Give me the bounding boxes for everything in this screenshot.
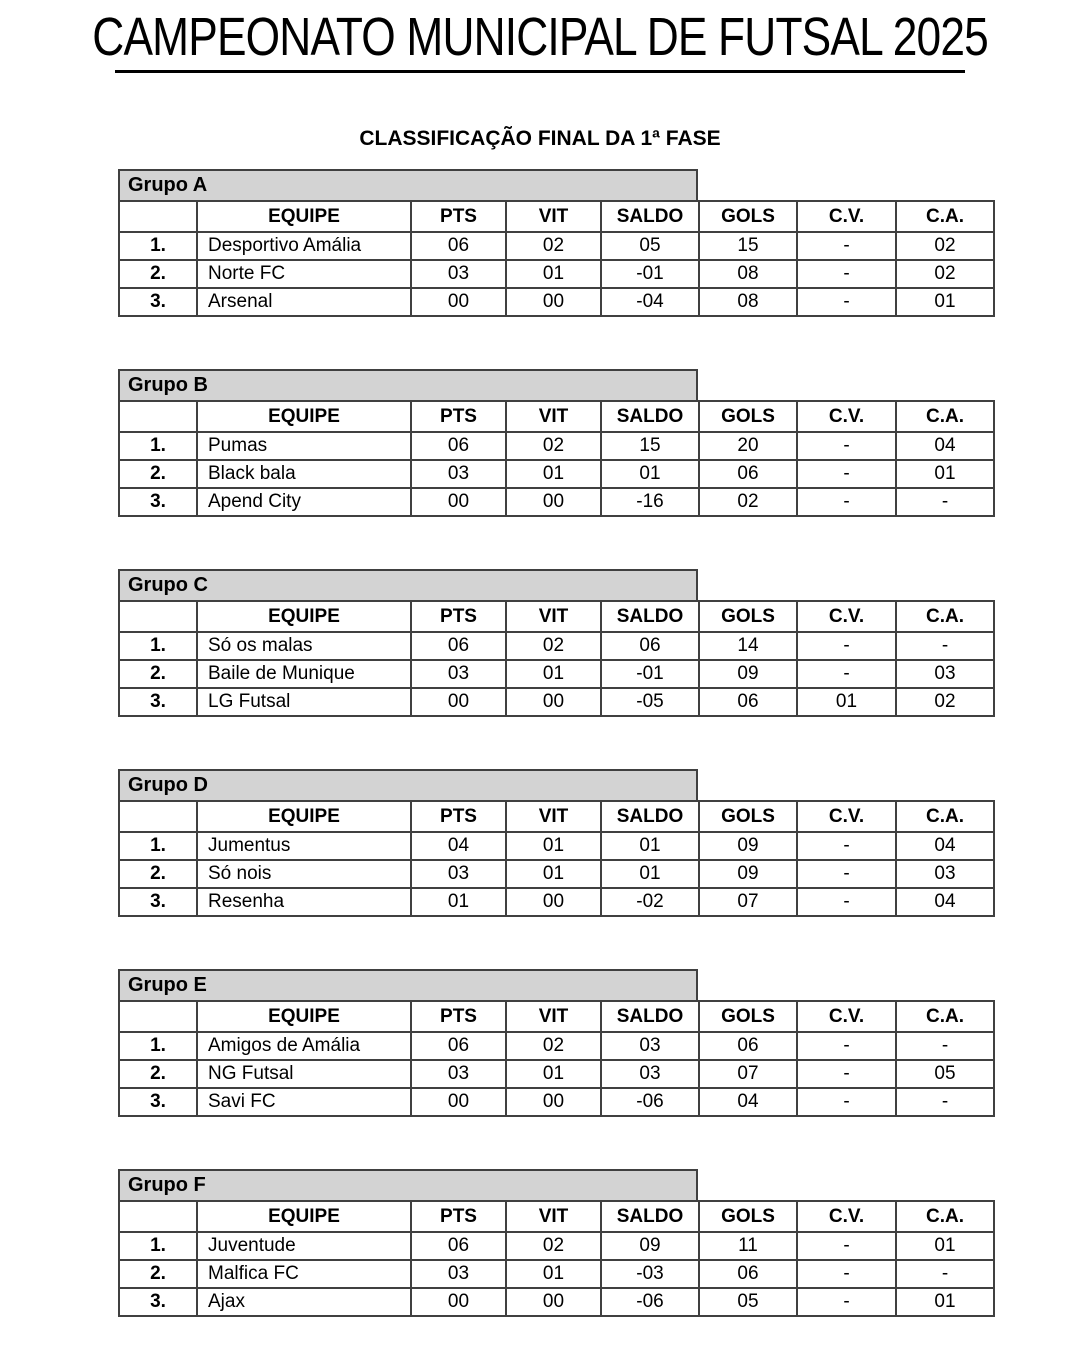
cell-cv: -	[797, 1232, 896, 1260]
cell-gols: 09	[699, 832, 797, 860]
column-header	[119, 401, 197, 432]
cell-saldo: 01	[601, 460, 699, 488]
cell-pts: 03	[411, 1260, 506, 1288]
cell-saldo: 06	[601, 632, 699, 660]
cell-gols: 06	[699, 1032, 797, 1060]
cell-saldo: -06	[601, 1088, 699, 1116]
team-row	[119, 860, 994, 888]
cell-cv: -	[797, 288, 896, 316]
header-row	[119, 1001, 994, 1032]
cell-vit: 01	[506, 832, 601, 860]
column-header: C.A.	[896, 601, 994, 632]
cell-ca: -	[896, 1088, 994, 1116]
cell-rank: 2.	[119, 1260, 197, 1288]
cell-ca: 02	[896, 260, 994, 288]
cell-saldo: 01	[601, 860, 699, 888]
team-row	[119, 1060, 994, 1088]
cell-rank: 1.	[119, 232, 197, 260]
cell-gols: 07	[699, 888, 797, 916]
cell-saldo: -16	[601, 488, 699, 516]
cell-ca: 04	[896, 888, 994, 916]
column-header: C.A.	[896, 801, 994, 832]
team-row	[119, 832, 994, 860]
cell-equipe: Resenha	[197, 888, 411, 916]
column-header: GOLS	[699, 1001, 797, 1032]
cell-gols: 14	[699, 632, 797, 660]
groups-container	[118, 169, 993, 1317]
team-row	[119, 1288, 994, 1316]
cell-equipe: Só nois	[197, 860, 411, 888]
cell-cv: -	[797, 860, 896, 888]
column-header: SALDO	[601, 1201, 699, 1232]
cell-rank: 3.	[119, 288, 197, 316]
cell-saldo: 09	[601, 1232, 699, 1260]
cell-gols: 09	[699, 660, 797, 688]
cell-equipe: Desportivo Amália	[197, 232, 411, 260]
team-row	[119, 660, 994, 688]
cell-cv: -	[797, 488, 896, 516]
cell-rank: 2.	[119, 860, 197, 888]
cell-saldo: -03	[601, 1260, 699, 1288]
cell-equipe: Só os malas	[197, 632, 411, 660]
cell-gols: 07	[699, 1060, 797, 1088]
group-block-a	[118, 169, 993, 317]
cell-equipe: Baile de Munique	[197, 660, 411, 688]
cell-rank: 3.	[119, 688, 197, 716]
cell-rank: 3.	[119, 488, 197, 516]
cell-ca: 01	[896, 460, 994, 488]
cell-rank: 3.	[119, 888, 197, 916]
column-header	[119, 801, 197, 832]
cell-pts: 00	[411, 488, 506, 516]
cell-ca: 01	[896, 1288, 994, 1316]
cell-equipe: Arsenal	[197, 288, 411, 316]
group-block-c	[118, 569, 993, 717]
column-header: VIT	[506, 1201, 601, 1232]
column-header: C.A.	[896, 1201, 994, 1232]
team-row	[119, 688, 994, 716]
cell-saldo: -06	[601, 1288, 699, 1316]
cell-saldo: -02	[601, 888, 699, 916]
cell-pts: 03	[411, 1060, 506, 1088]
cell-pts: 00	[411, 1288, 506, 1316]
document-header	[0, 8, 1080, 66]
column-header: PTS	[411, 1001, 506, 1032]
cell-cv: -	[797, 260, 896, 288]
column-header: VIT	[506, 1001, 601, 1032]
column-header: GOLS	[699, 601, 797, 632]
column-header: EQUIPE	[197, 201, 411, 232]
cell-rank: 1.	[119, 1232, 197, 1260]
team-row	[119, 232, 994, 260]
cell-cv: -	[797, 1032, 896, 1060]
cell-pts: 00	[411, 1088, 506, 1116]
group-title-bar: Grupo D	[118, 769, 698, 802]
column-header	[119, 1001, 197, 1032]
cell-pts: 06	[411, 632, 506, 660]
cell-ca: -	[896, 1032, 994, 1060]
standings-table	[118, 1200, 995, 1317]
column-header: PTS	[411, 801, 506, 832]
cell-gols: 06	[699, 460, 797, 488]
cell-cv: -	[797, 1260, 896, 1288]
cell-equipe: Ajax	[197, 1288, 411, 1316]
cell-gols: 11	[699, 1232, 797, 1260]
group-block-d	[118, 769, 993, 917]
cell-pts: 06	[411, 1032, 506, 1060]
team-row	[119, 632, 994, 660]
cell-ca: 05	[896, 1060, 994, 1088]
column-header: PTS	[411, 401, 506, 432]
column-header: GOLS	[699, 801, 797, 832]
cell-gols: 15	[699, 232, 797, 260]
cell-equipe: LG Futsal	[197, 688, 411, 716]
column-header: SALDO	[601, 601, 699, 632]
column-header: SALDO	[601, 801, 699, 832]
cell-cv: -	[797, 832, 896, 860]
cell-gols: 08	[699, 288, 797, 316]
cell-gols: 09	[699, 860, 797, 888]
cell-rank: 3.	[119, 1288, 197, 1316]
cell-ca: 01	[896, 288, 994, 316]
column-header: C.V.	[797, 401, 896, 432]
header-row	[119, 201, 994, 232]
column-header: VIT	[506, 601, 601, 632]
cell-vit: 02	[506, 1032, 601, 1060]
group-title-bar: Grupo C	[118, 569, 698, 602]
cell-cv: -	[797, 1060, 896, 1088]
cell-equipe: NG Futsal	[197, 1060, 411, 1088]
cell-equipe: Norte FC	[197, 260, 411, 288]
cell-saldo: 01	[601, 832, 699, 860]
cell-saldo: 15	[601, 432, 699, 460]
cell-gols: 08	[699, 260, 797, 288]
cell-cv: -	[797, 232, 896, 260]
group-block-b	[118, 369, 993, 517]
column-header: C.A.	[896, 201, 994, 232]
cell-saldo: -05	[601, 688, 699, 716]
cell-vit: 00	[506, 688, 601, 716]
cell-gols: 05	[699, 1288, 797, 1316]
cell-vit: 00	[506, 288, 601, 316]
cell-cv: -	[797, 632, 896, 660]
cell-cv: -	[797, 888, 896, 916]
cell-saldo: -01	[601, 660, 699, 688]
cell-gols: 06	[699, 688, 797, 716]
cell-vit: 02	[506, 1232, 601, 1260]
team-row	[119, 288, 994, 316]
cell-saldo: -01	[601, 260, 699, 288]
group-title-bar: Grupo B	[118, 369, 698, 402]
group-title-bar: Grupo E	[118, 969, 698, 1002]
cell-cv: -	[797, 432, 896, 460]
title-underline	[115, 70, 965, 73]
cell-vit: 01	[506, 860, 601, 888]
header-row	[119, 401, 994, 432]
cell-rank: 1.	[119, 1032, 197, 1060]
column-header: GOLS	[699, 201, 797, 232]
column-header: C.V.	[797, 1201, 896, 1232]
cell-pts: 04	[411, 832, 506, 860]
section-subtitle: CLASSIFICAÇÃO FINAL DA 1ª FASE	[359, 127, 721, 150]
team-row	[119, 1032, 994, 1060]
cell-ca: 01	[896, 1232, 994, 1260]
column-header: EQUIPE	[197, 1001, 411, 1032]
team-row	[119, 1088, 994, 1116]
header-row	[119, 601, 994, 632]
cell-vit: 00	[506, 488, 601, 516]
column-header	[119, 201, 197, 232]
team-row	[119, 460, 994, 488]
column-header: VIT	[506, 201, 601, 232]
team-row	[119, 888, 994, 916]
cell-pts: 00	[411, 688, 506, 716]
cell-equipe: Juventude	[197, 1232, 411, 1260]
team-row	[119, 1232, 994, 1260]
column-header: GOLS	[699, 401, 797, 432]
cell-pts: 03	[411, 460, 506, 488]
cell-vit: 01	[506, 260, 601, 288]
group-block-f	[118, 1169, 993, 1317]
group-title-bar: Grupo A	[118, 169, 698, 202]
cell-pts: 03	[411, 660, 506, 688]
cell-vit: 01	[506, 1260, 601, 1288]
cell-rank: 2.	[119, 460, 197, 488]
cell-equipe: Jumentus	[197, 832, 411, 860]
column-header: SALDO	[601, 1001, 699, 1032]
cell-ca: 04	[896, 432, 994, 460]
cell-pts: 06	[411, 232, 506, 260]
cell-rank: 2.	[119, 260, 197, 288]
column-header: GOLS	[699, 1201, 797, 1232]
cell-vit: 00	[506, 1288, 601, 1316]
cell-vit: 01	[506, 460, 601, 488]
standings-table	[118, 1000, 995, 1117]
column-header: VIT	[506, 801, 601, 832]
cell-pts: 01	[411, 888, 506, 916]
cell-saldo: -04	[601, 288, 699, 316]
column-header: C.V.	[797, 801, 896, 832]
standings-table	[118, 400, 995, 517]
column-header: PTS	[411, 1201, 506, 1232]
cell-equipe: Apend City	[197, 488, 411, 516]
cell-gols: 06	[699, 1260, 797, 1288]
column-header: VIT	[506, 401, 601, 432]
cell-ca: 04	[896, 832, 994, 860]
column-header: EQUIPE	[197, 1201, 411, 1232]
column-header: SALDO	[601, 201, 699, 232]
cell-vit: 02	[506, 232, 601, 260]
cell-ca: 03	[896, 660, 994, 688]
cell-cv: -	[797, 1288, 896, 1316]
cell-ca: -	[896, 632, 994, 660]
cell-gols: 02	[699, 488, 797, 516]
cell-gols: 20	[699, 432, 797, 460]
column-header: C.V.	[797, 601, 896, 632]
column-header: PTS	[411, 601, 506, 632]
cell-rank: 1.	[119, 432, 197, 460]
cell-ca: -	[896, 488, 994, 516]
cell-vit: 02	[506, 632, 601, 660]
cell-pts: 06	[411, 1232, 506, 1260]
team-row	[119, 260, 994, 288]
cell-equipe: Amigos de Amália	[197, 1032, 411, 1060]
column-header: PTS	[411, 201, 506, 232]
cell-pts: 00	[411, 288, 506, 316]
column-header: EQUIPE	[197, 801, 411, 832]
cell-rank: 3.	[119, 1088, 197, 1116]
cell-equipe: Malfica FC	[197, 1260, 411, 1288]
cell-pts: 06	[411, 432, 506, 460]
cell-equipe: Pumas	[197, 432, 411, 460]
cell-equipe: Savi FC	[197, 1088, 411, 1116]
team-row	[119, 432, 994, 460]
cell-rank: 2.	[119, 660, 197, 688]
column-header	[119, 601, 197, 632]
column-header: C.A.	[896, 1001, 994, 1032]
column-header: C.A.	[896, 401, 994, 432]
cell-equipe: Black bala	[197, 460, 411, 488]
team-row	[119, 1260, 994, 1288]
group-block-e	[118, 969, 993, 1117]
standings-table	[118, 200, 995, 317]
column-header: SALDO	[601, 401, 699, 432]
cell-rank: 1.	[119, 632, 197, 660]
cell-saldo: 03	[601, 1032, 699, 1060]
header-row	[119, 801, 994, 832]
column-header: C.V.	[797, 1001, 896, 1032]
cell-vit: 01	[506, 660, 601, 688]
cell-ca: -	[896, 1260, 994, 1288]
cell-ca: 03	[896, 860, 994, 888]
cell-rank: 1.	[119, 832, 197, 860]
cell-ca: 02	[896, 232, 994, 260]
column-header: EQUIPE	[197, 401, 411, 432]
cell-gols: 04	[699, 1088, 797, 1116]
column-header: EQUIPE	[197, 601, 411, 632]
cell-cv: 01	[797, 688, 896, 716]
column-header: C.V.	[797, 201, 896, 232]
cell-saldo: 03	[601, 1060, 699, 1088]
page-title: CAMPEONATO MUNICIPAL DE FUTSAL 2025	[92, 7, 988, 67]
cell-vit: 00	[506, 888, 601, 916]
team-row	[119, 488, 994, 516]
column-header	[119, 1201, 197, 1232]
cell-vit: 02	[506, 432, 601, 460]
cell-vit: 01	[506, 1060, 601, 1088]
cell-cv: -	[797, 660, 896, 688]
cell-ca: 02	[896, 688, 994, 716]
cell-pts: 03	[411, 860, 506, 888]
cell-cv: -	[797, 1088, 896, 1116]
cell-cv: -	[797, 460, 896, 488]
standings-table	[118, 600, 995, 717]
cell-pts: 03	[411, 260, 506, 288]
cell-vit: 00	[506, 1088, 601, 1116]
cell-rank: 2.	[119, 1060, 197, 1088]
cell-saldo: 05	[601, 232, 699, 260]
standings-table	[118, 800, 995, 917]
group-title-bar: Grupo F	[118, 1169, 698, 1202]
header-row	[119, 1201, 994, 1232]
